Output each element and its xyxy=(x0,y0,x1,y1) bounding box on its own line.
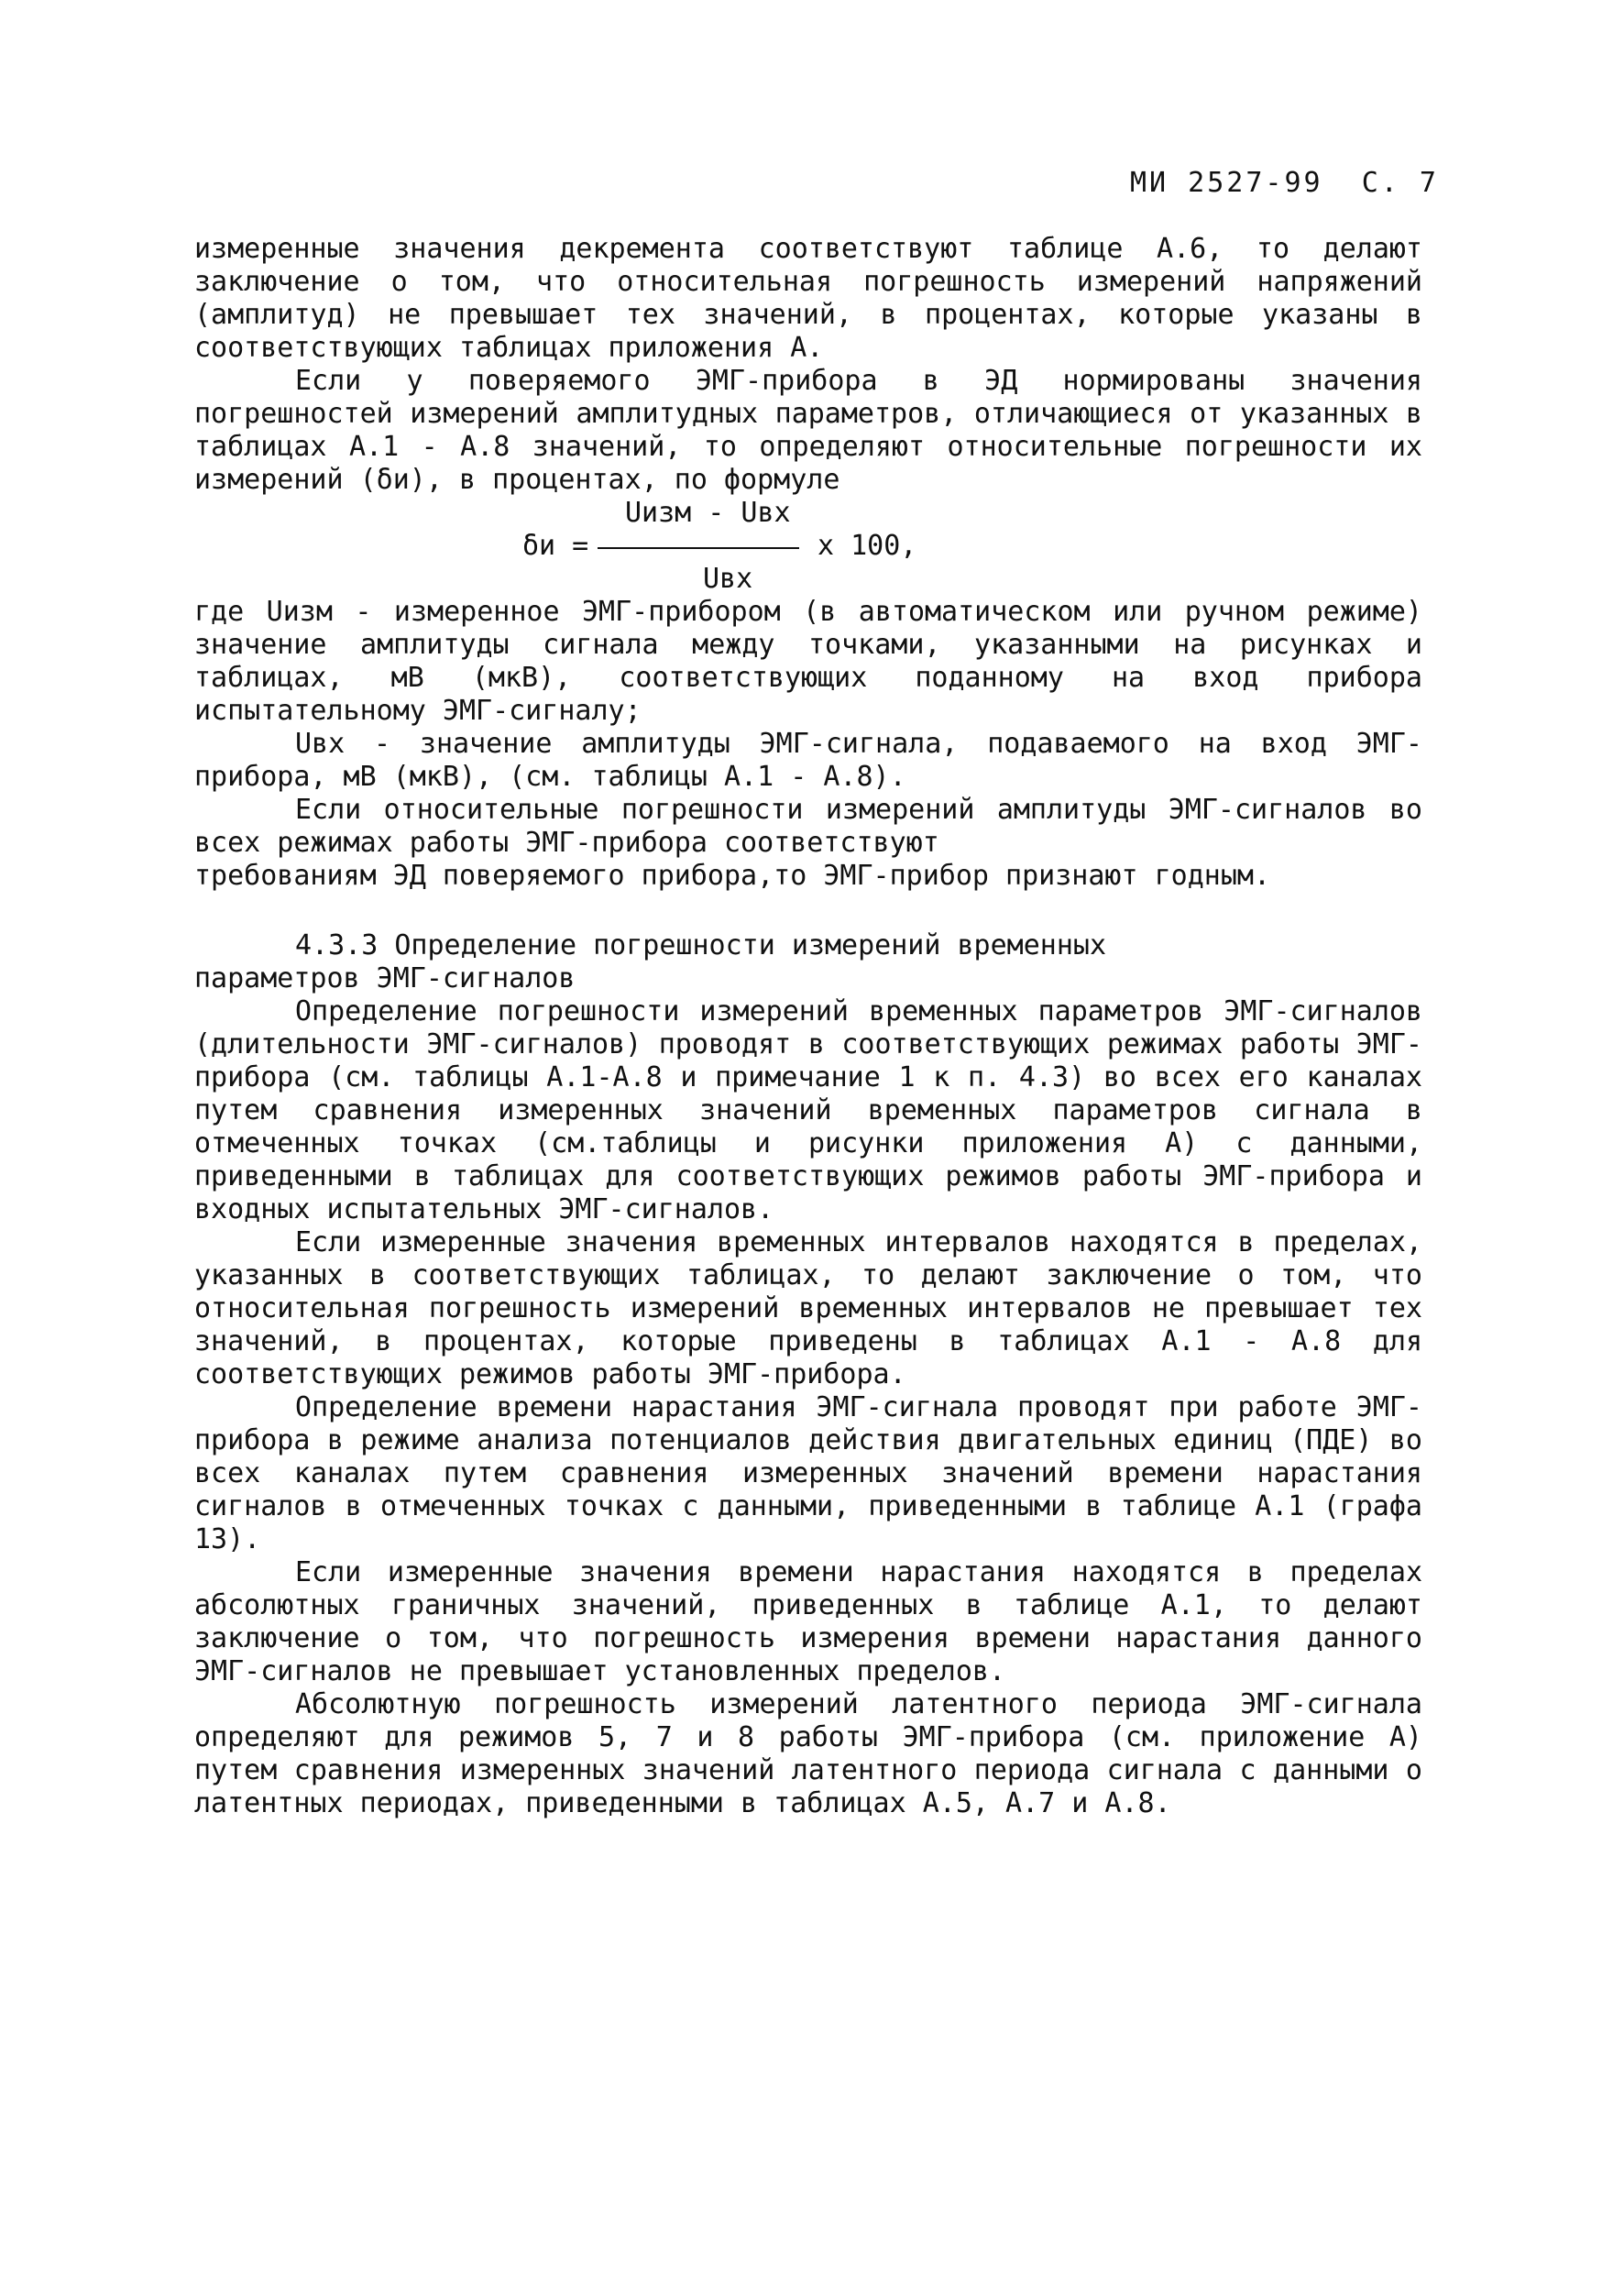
page-number: С. 7 xyxy=(1361,167,1439,199)
formula-denominator: Uвх xyxy=(703,563,753,595)
paragraph-time-params: Определение погрешности измерений временных параметров ЭМГ-сигналов (длительности ЭМГ-сигналов) проводят в соответствующих режимах работы ЭМГ-прибора (см. таблицы А.1-А.8 и примечание 1 к п. 4.3) во всех его каналах путем сравнения измеренных значений временных параметров сигнала в отмеченных точках (см.таблицы и рисунки приложения А) с данными, приведенными в таблицах для соответствующих режимов работы ЭМГ-прибора и входных испытательных ЭМГ-сигналов. xyxy=(194,995,1422,1225)
paragraph-latent-period: Абсолютную погрешность измерений латентного периода ЭМГ-сигнала определяют для режимов 5, 7 и 8 работы ЭМГ-прибора (см. приложение А) путем сравнения измеренных значений латентного периода сигнала с данными о латентных периодах, приведенными в таблицах А.5, А.7 и А.8. xyxy=(194,1688,1422,1819)
formula-rhs: x 100, xyxy=(817,530,917,562)
paragraph-1: измеренные значения декремента соответствуют таблице А.6, то делают заключение о том, что относительная погрешность измерений напряжений (амплитуд) не превышает тех значений, в процентах, которые указаны в соответствующих таблицах приложения А. xyxy=(194,233,1422,364)
paragraph-2: Если у поверяемого ЭМГ-прибора в ЭД нормированы значения погрешностей измерений амплитудных параметров, отличающиеся от указанных в таблицах А.1 - А.8 значений, то определяют относительные погрешности их измерений (δи), в процентах, по формуле xyxy=(194,365,1422,496)
section-heading: 4.3.3 Определение погрешности измерений временных xyxy=(295,929,1107,961)
formula-lhs: δи = xyxy=(522,530,589,562)
relative-error-formula xyxy=(194,497,1422,596)
paragraph-rise-time: Определение времени нарастания ЭМГ-сигнала проводят при работе ЭМГ-прибора в режиме анализа потенциалов действия двигательных единиц (ПДЕ) во всех каналах путем сравнения измеренных значений времени нарастания сигналов в отмеченных точках с данными, приведенными в таблице А.1 (графа 13). xyxy=(194,1391,1422,1555)
body-text xyxy=(194,233,1422,1820)
paragraph-conclusion-amplitude: Если относительные погрешности измерений амплитуды ЭМГ-сигналов во всех режимах работы ЭМГ-прибора соответствуют xyxy=(194,794,1422,859)
section-heading-continued: параметров ЭМГ-сигналов xyxy=(194,962,576,994)
section-gap xyxy=(194,893,1422,929)
formula-numerator: Uизм - Uвх xyxy=(625,497,791,529)
paragraph-where-uvx: Uвх - значение амплитуды ЭМГ-сигнала, подаваемого на вход ЭМГ-прибора, мВ (мкВ), (см. таблицы А.1 - А.8). xyxy=(194,728,1422,793)
paragraph-rise-time-conclusion: Если измеренные значения времени нарастания находятся в пределах абсолютных граничных значений, приведенных в таблице А.1, то делают заключение о том, что погрешность измерения времени нарастания данного ЭМГ-сигналов не превышает установленных пределов. xyxy=(194,1556,1422,1687)
paragraph-conclusion-amplitude-end: требованиям ЭД поверяемого прибора,то ЭМГ-прибор признают годным. xyxy=(194,860,1270,892)
paragraph-where-uizm: где Uизм - измеренное ЭМГ-прибором (в автоматическом или ручном режиме) значение амплитуды сигнала между точками, указанными на рисунках и таблицах, мВ (мкВ), соответствующих поданному на вход прибора испытательному ЭМГ-сигналу; xyxy=(194,596,1422,727)
fraction-bar xyxy=(598,547,799,549)
document-number: МИ 2527-99 xyxy=(1130,167,1323,199)
paragraph-time-intervals: Если измеренные значения временных интервалов находятся в пределах, указанных в соответствующих таблицах, то делают заключение о том, что относительная погрешность измерений временных интервалов не превышает тех значений, в процентах, которые приведены в таблицах А.1 - А.8 для соответствующих режимов работы ЭМГ-прибора. xyxy=(194,1226,1422,1390)
page-header xyxy=(1109,167,1439,199)
